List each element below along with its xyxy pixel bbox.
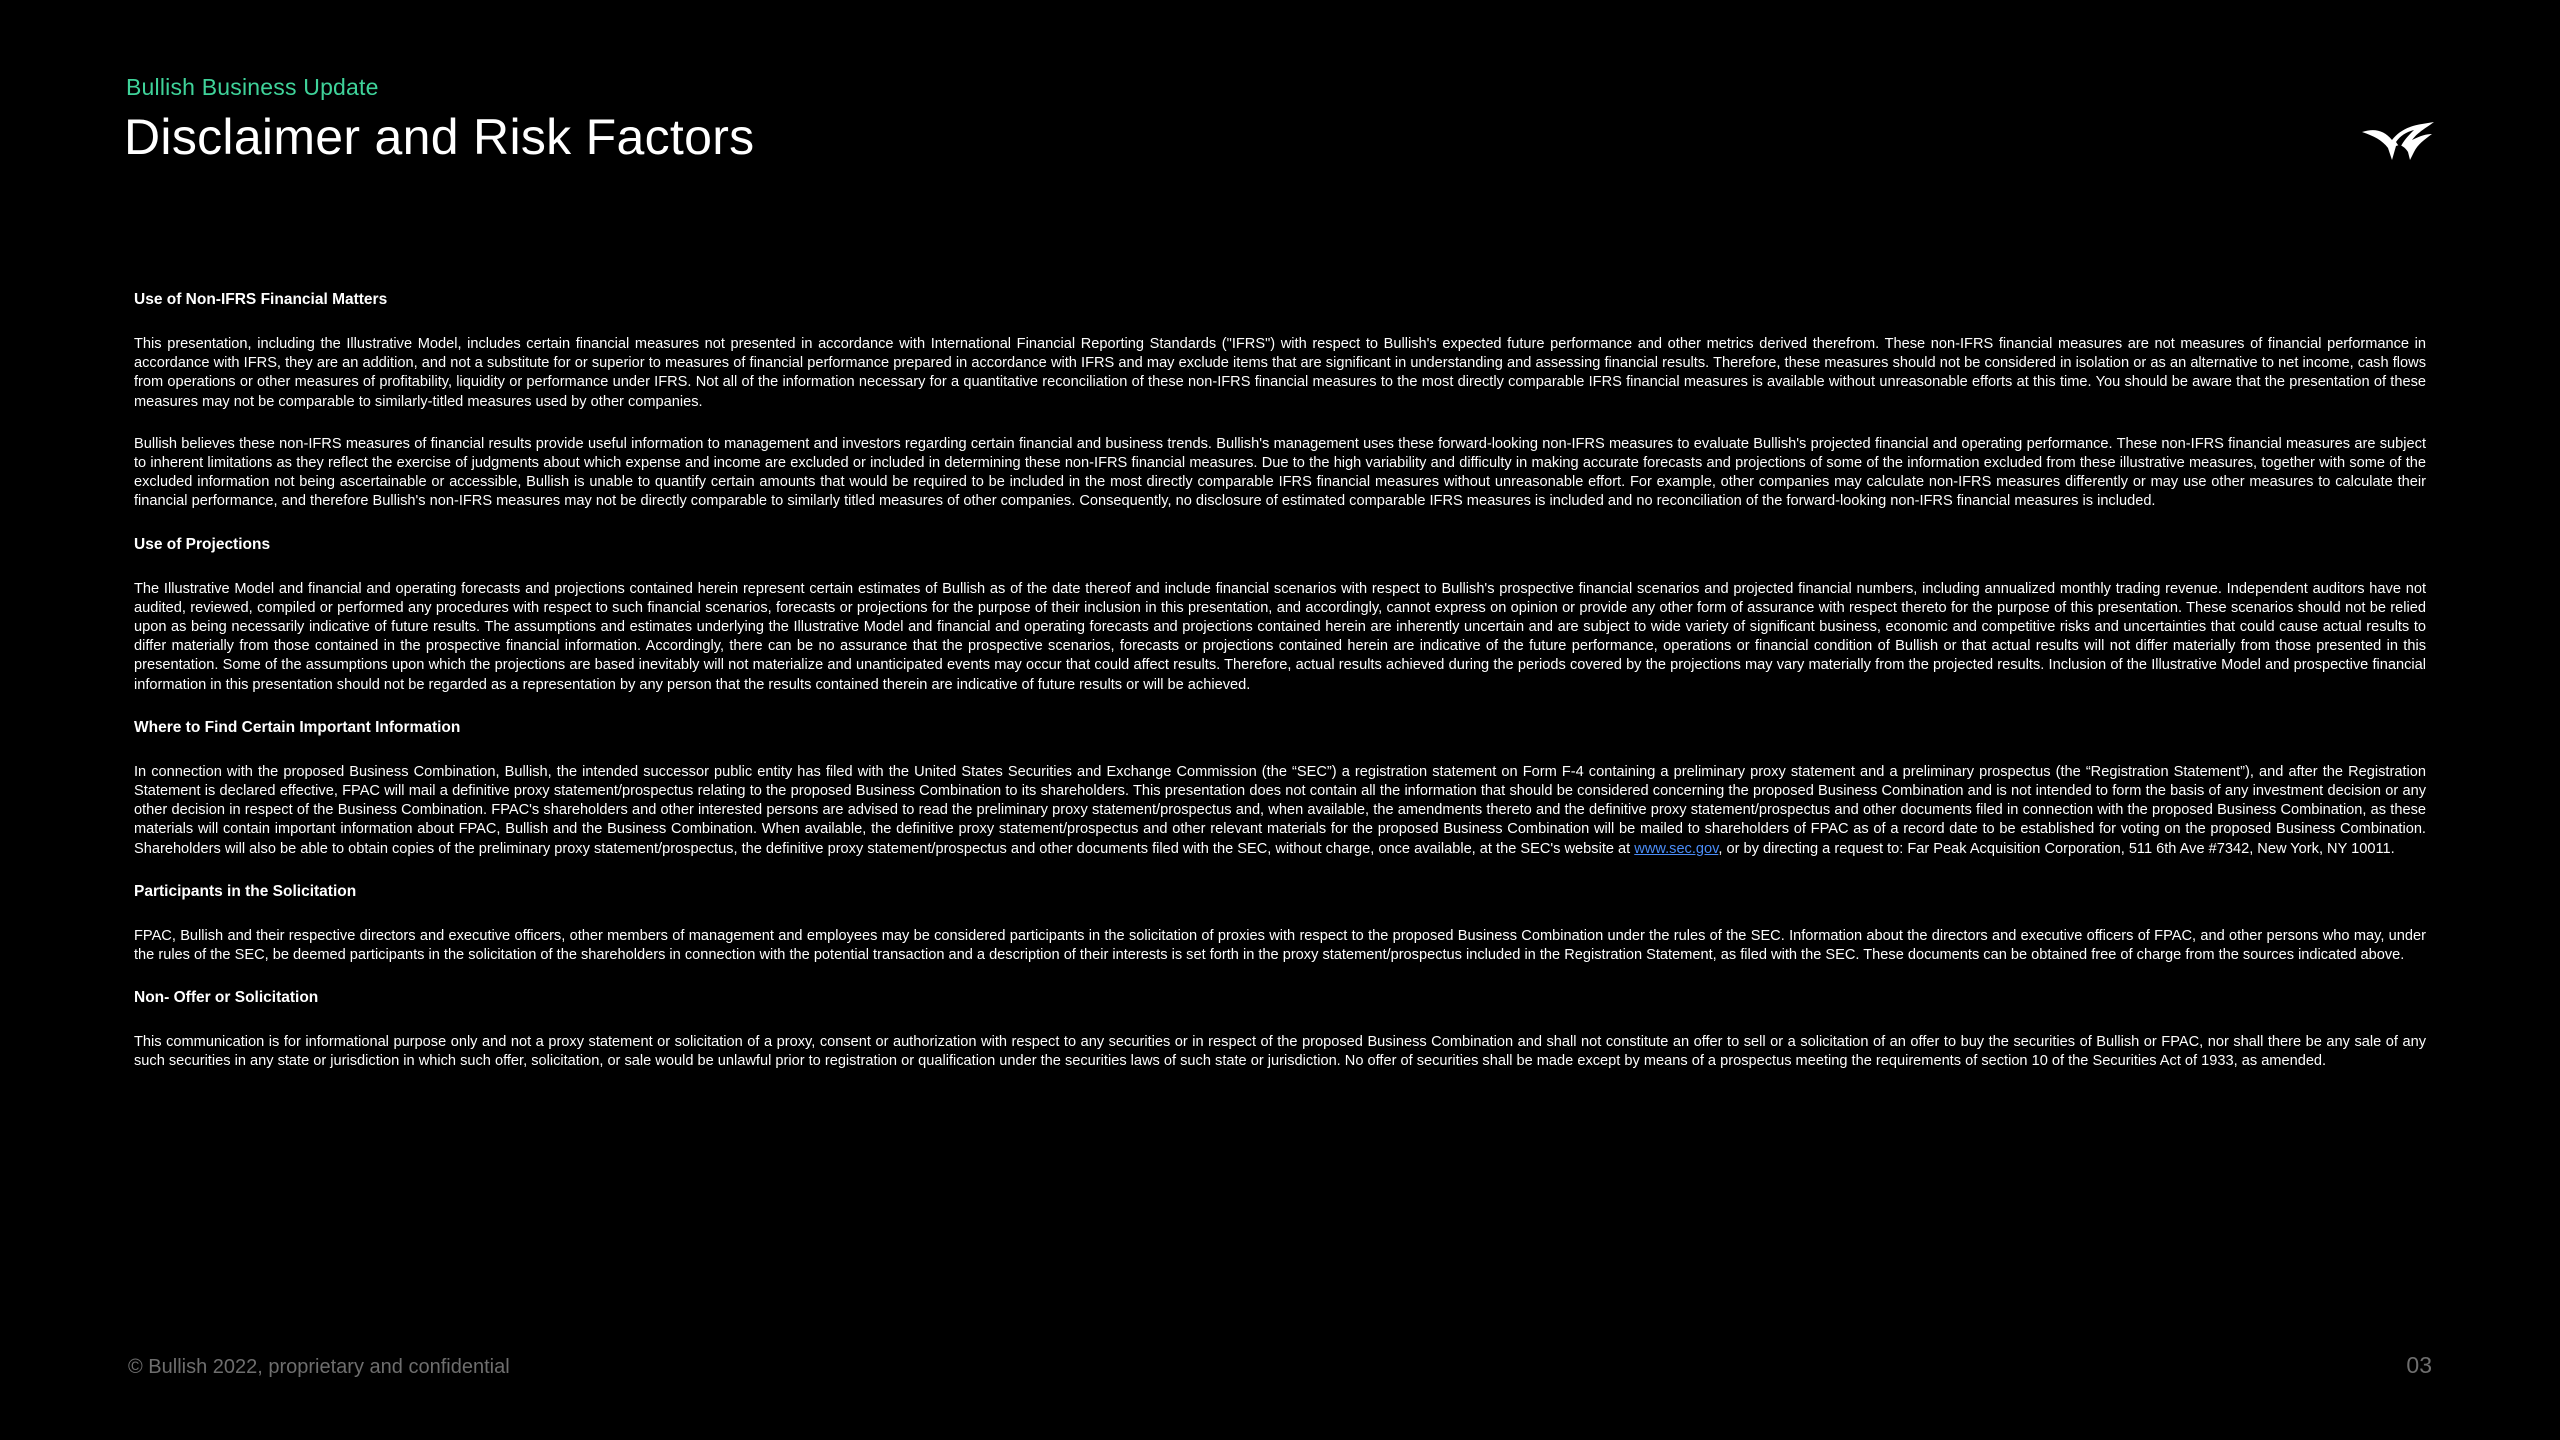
- heading-projections: Use of Projections: [134, 535, 271, 553]
- disclaimer-body: [134, 290, 2426, 1095]
- paragraph-non-ifrs-1: This presentation, including the Illustrative Model, includes certain financial measures not presented in accordance with International Financial Reporting Standards ("IFRS") with respect to Bullish's expected future performance and other metrics derived therefrom. These non-IFRS financial measures are not measures of financial performance in accordance with IFRS, they are an addition, and not a substitute for or superior to measures of financial performance prepared in accordance with IFRS and may exclude items that are significant in understanding and assessing financial results. Therefore, these measures should not be considered in isolation or as an alternative to net income, cash flows from operations or other measures of profitability, liquidity or performance under IFRS. Not all of the information necessary for a quantitative reconciliation of these non-IFRS financial measures to the most directly comparable IFRS financial measures is available without unreasonable efforts at this time. You should be aware that the presentation of these measures may not be comparable to similarly-titled measures used by other companies.: [134, 336, 2426, 410]
- heading-non-ifrs: Use of Non-IFRS Financial Matters: [134, 291, 388, 308]
- section-eyebrow: Bullish Business Update: [126, 74, 379, 100]
- where-text-after-link: , or by directing a request to: Far Peak Acquisition Corporation, 511 6th Ave #7342, New York, NY 10011.: [1718, 840, 2395, 857]
- where-text-before-link: In connection with the proposed Business Combination, Bullish, the intended successor public entity has filed with the United States Securities and Exchange Commission (the “SEC”) a registration statement on Form F-4 containing a preliminary proxy statement and a preliminary prospectus (the “Registration Statement”), and after the Registration Statement is declared effective, FPAC will mail a definitive proxy statement/prospectus relating to the proposed Business Combination to its shareholders. This presentation does not contain all the information that should be considered concerning the proposed Business Combination and is not intended to form the basis of any investment decision or any other decision in respect of the Business Combination. FPAC's shareholders and other interested persons are advised to read the preliminary proxy statement/prospectus and, when available, the amendments thereto and the definitive proxy statement/prospectus and other documents filed in connection with the proposed Business Combination, as these materials will contain important information about FPAC, Bullish and the Business Combination. When available, the definitive proxy statement/prospectus and other relevant materials for the proposed Business Combination will be mailed to shareholders of FPAC as of a record date to be established for voting on the proposed Business Combination. Shareholders will also be able to obtain copies of the preliminary proxy statement/prospectus, the definitive proxy statement/prospectus and other documents filed with the SEC, without charge, once available, at the SEC's website at: [134, 763, 2426, 857]
- footer-copyright: © Bullish 2022, proprietary and confidential: [128, 1356, 510, 1378]
- paragraph-projections: The Illustrative Model and financial and operating forecasts and projections contained herein represent certain estimates of Bullish as of the date thereof and include financial scenarios with respect to Bullish's prospective financial scenarios and projected financial numbers, including annualized monthly trading revenue. Independent auditors have not audited, reviewed, compiled or performed any procedures with respect to such financial scenarios, forecasts or projections for the purpose of their inclusion in this presentation, and accordingly, cannot express on opinion or provide any other form of assurance with respect thereto for the purpose of this presentation. These scenarios should not be relied upon as being necessarily indicative of future results. The assumptions and estimates underlying the Illustrative Model and financial and operating forecasts and projections contained herein are inherently uncertain and are subject to wide variety of significant business, economic and competitive risks and uncertainties that could cause actual results to differ materially from those contained in the prospective financial information. Accordingly, there can be no assurance that the prospective scenarios, forecasts or projections contained herein are indicative of the future performance, operations or financial condition of Bullish or that actual results will not differ materially from those presented in this presentation. Some of the assumptions upon which the projections are based inevitably will not materialize and unanticipated events may occur that could affect results. Therefore, actual results achieved during the periods covered by the projections may vary materially from the projected results. Inclusion of the Illustrative Model and prospective financial information in this presentation should not be regarded as a representation by any person that the results contained therein are indicative of future results or will be achieved.: [134, 580, 2426, 693]
- page-title: Disclaimer and Risk Factors: [124, 109, 755, 165]
- heading-participants: Participants in the Solicitation: [134, 882, 357, 900]
- sec-website-link[interactable]: www.sec.gov: [1634, 840, 1719, 857]
- heading-non-offer: Non- Offer or Solicitation: [134, 989, 319, 1007]
- bullish-logo-icon: [2360, 118, 2436, 164]
- paragraph-where-to-find: [134, 763, 2426, 859]
- paragraph-non-ifrs-2: Bullish believes these non-IFRS measures of financial results provide useful information to management and investors regarding certain financial and business trends. Bullish's management uses these forward-looking non-IFRS measures to evaluate Bullish's projected financial and operating performance. These non-IFRS financial measures are subject to inherent limitations as they reflect the exercise of judgments about which expense and income are excluded or included in determining these non-IFRS financial measures. Due to the high variability and difficulty in making accurate forecasts and projections of some of the information excluded from these illustrative measures, together with some of the excluded information not being ascertainable or accessible, Bullish is unable to quantify certain amounts that would be required to be included in the most directly comparable IFRS financial measures without unreasonable effort. For example, other companies may calculate non-IFRS measures differently or may use other measures to calculate their financial performance, and therefore Bullish's non-IFRS measures may not be directly comparable to similarly titled measures of other companies. Consequently, no disclosure of estimated comparable IFRS measures is included and no reconciliation of the forward-looking non-IFRS financial measures is included.: [134, 435, 2426, 510]
- paragraph-non-offer: This communication is for informational purpose only and not a proxy statement or solicitation of a proxy, consent or authorization with respect to any securities or in respect of the proposed Business Combination and shall not constitute an offer to sell or a solicitation of an offer to buy the securities of Bullish or FPAC, nor shall there be any sale of any such securities in any state or jurisdiction in which such offer, solicitation, or sale would be unlawful prior to registration or qualification under the securities laws of such state or jurisdiction. No offer of securities shall be made except by means of a prospectus meeting the requirements of section 10 of the Securities Act of 1933, as amended.: [134, 1034, 2426, 1070]
- paragraph-participants: FPAC, Bullish and their respective directors and executive officers, other members of management and employees may be considered participants in the solicitation of proxies with respect to the proposed Business Combination under the rules of the SEC. Information about the directors and executive officers of FPAC, and other persons who may, under the rules of the SEC, be deemed participants in the solicitation of the shareholders in connection with the potential transaction and a description of their interests is set forth in the proxy statement/prospectus included in the Registration Statement, as filed with the SEC. These documents can be obtained free of charge from the sources indicated above.: [134, 927, 2426, 964]
- page-number: 03: [2406, 1352, 2432, 1378]
- heading-where-to-find: Where to Find Certain Important Information: [134, 718, 461, 736]
